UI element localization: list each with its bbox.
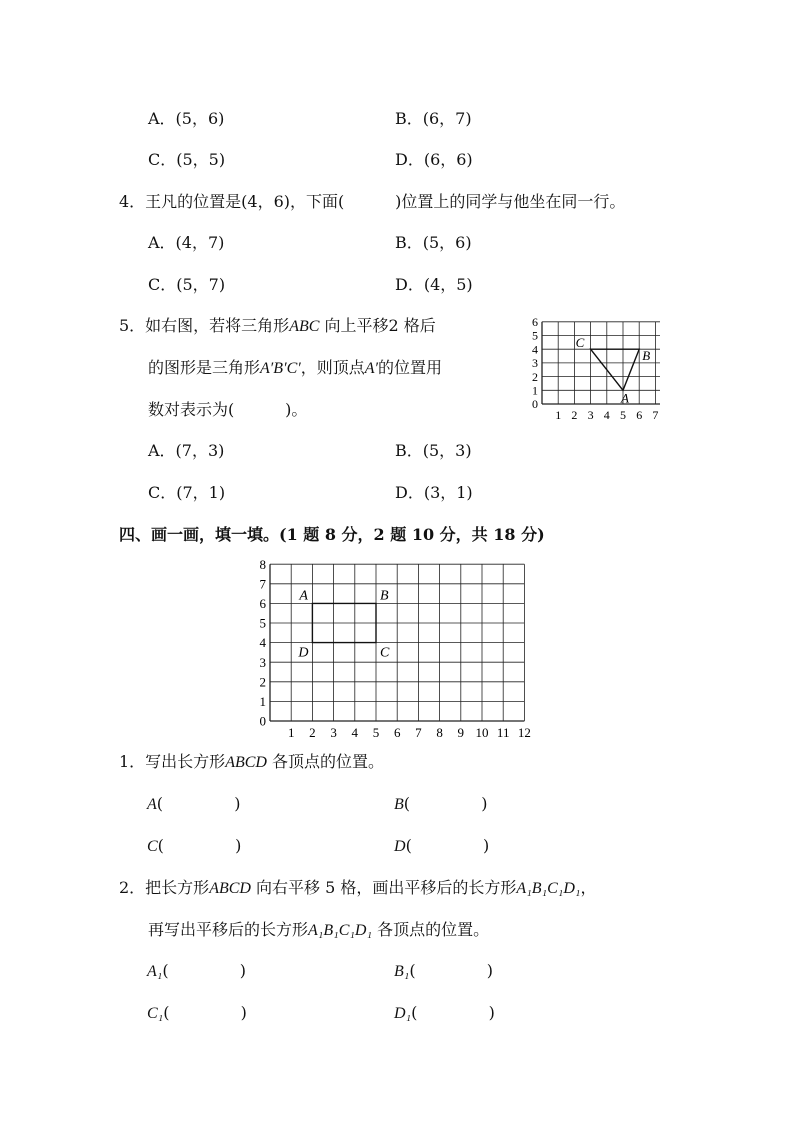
x-tick-label: 2 bbox=[571, 408, 578, 422]
vertex-label-a: A bbox=[299, 588, 308, 604]
section4-title: 四、画一画，填一填。(1 题 8 分，2 题 10 分，共 18 分) bbox=[119, 525, 545, 544]
vertex-label-b: B bbox=[380, 588, 389, 604]
y-tick-label: 4 bbox=[259, 635, 266, 651]
x-tick-label: 6 bbox=[393, 725, 401, 740]
y-tick-label: 5 bbox=[259, 615, 266, 631]
q3-option-a: A．(5，6) bbox=[148, 109, 225, 128]
y-tick-label: 6 bbox=[532, 315, 538, 329]
p1-answer-b: B( ) bbox=[394, 794, 488, 813]
q3-option-d: D．(6，6) bbox=[395, 150, 473, 169]
y-tick-label: 2 bbox=[532, 369, 538, 384]
p2-answer-b1: B₁( ) bbox=[394, 961, 494, 980]
y-tick-label: 7 bbox=[259, 576, 266, 592]
y-tick-label: 1 bbox=[259, 693, 266, 709]
x-tick-label: 9 bbox=[457, 725, 465, 740]
x-tick-label: 5 bbox=[372, 725, 380, 740]
x-tick-label: 2 bbox=[309, 725, 316, 740]
p2-answer-d1: D₁( ) bbox=[394, 1003, 495, 1022]
q4-stem: 4．王凡的位置是(4，6)，下面( )位置上的同学与他坐在同一行。 bbox=[119, 192, 626, 211]
q4-option-c: C．(5，7) bbox=[148, 275, 226, 294]
vertex-label-a: A bbox=[621, 390, 629, 406]
x-tick-label: 1 bbox=[287, 725, 295, 740]
x-tick-label: 6 bbox=[636, 408, 643, 422]
x-tick-label: 12 bbox=[517, 725, 531, 740]
q3-option-b: B．(6，7) bbox=[395, 109, 472, 128]
section4-grid-lines bbox=[270, 564, 524, 721]
x-tick-label: 1 bbox=[555, 408, 562, 422]
x-tick-label: 5 bbox=[620, 408, 626, 422]
x-tick-label: 4 bbox=[603, 408, 610, 422]
q4-option-a: A．(4，7) bbox=[148, 233, 225, 252]
section4-grid-figure bbox=[252, 554, 542, 740]
q5-option-a: A．(7，3) bbox=[148, 441, 225, 460]
p1-stem: 1．写出长方形ABCD 各顶点的位置。 bbox=[119, 752, 385, 771]
x-tick-label: 3 bbox=[587, 408, 594, 422]
y-tick-label: 2 bbox=[259, 674, 266, 690]
x-tick-label: 7 bbox=[415, 725, 422, 740]
vertex-label-c: C bbox=[380, 645, 390, 661]
q5-grid-figure bbox=[520, 312, 660, 422]
q5-option-d: D．(3，1) bbox=[395, 483, 473, 502]
p2-line2: 再写出平移后的长方形A₁B₁C₁D₁ 各顶点的位置。 bbox=[148, 920, 490, 939]
y-tick-label: 3 bbox=[532, 356, 538, 371]
p2-line1: 2．把长方形ABCD 向右平移 5 格，画出平移后的长方形A₁B₁C₁D₁， bbox=[119, 878, 597, 897]
q5-line1: 5．如右图，若将三角形ABC 向上平移2 格后 bbox=[119, 316, 436, 335]
y-tick-label: 8 bbox=[259, 556, 266, 572]
q5-line3: 数对表示为( )。 bbox=[148, 400, 308, 419]
p2-answer-c1: C₁( ) bbox=[147, 1003, 247, 1022]
vertex-label-b: B bbox=[642, 348, 651, 364]
p1-answer-a: A( ) bbox=[147, 794, 241, 813]
p1-answer-c: C( ) bbox=[147, 836, 242, 855]
y-tick-label: 0 bbox=[532, 397, 538, 412]
y-tick-label: 0 bbox=[259, 713, 266, 729]
x-tick-label: 10 bbox=[475, 725, 489, 740]
y-tick-label: 3 bbox=[259, 654, 266, 670]
x-tick-label: 3 bbox=[330, 725, 337, 740]
y-tick-label: 1 bbox=[532, 383, 538, 398]
vertex-label-c: C bbox=[575, 335, 585, 351]
q3-option-c: C．(5，5) bbox=[148, 150, 226, 169]
q4-option-d: D．(4，5) bbox=[395, 275, 473, 294]
p1-answer-d: D( ) bbox=[394, 836, 490, 855]
x-tick-label: 8 bbox=[436, 725, 443, 740]
q5-line2: 的图形是三角形A′B′C′，则顶点A′的位置用 bbox=[148, 358, 443, 377]
x-tick-label: 7 bbox=[652, 408, 659, 422]
y-tick-label: 4 bbox=[532, 342, 538, 357]
q5-triangle-abc bbox=[591, 349, 640, 390]
y-tick-label: 5 bbox=[532, 328, 538, 343]
x-tick-label: 4 bbox=[351, 725, 359, 740]
q4-option-b: B．(5，6) bbox=[395, 233, 472, 252]
y-tick-label: 6 bbox=[259, 595, 266, 611]
q5-option-c: C．(7，1) bbox=[148, 483, 226, 502]
q5-option-b: B．(5，3) bbox=[395, 441, 472, 460]
vertex-label-d: D bbox=[298, 645, 309, 661]
x-tick-label: 11 bbox=[496, 725, 510, 740]
p2-answer-a1: A₁( ) bbox=[147, 961, 247, 980]
